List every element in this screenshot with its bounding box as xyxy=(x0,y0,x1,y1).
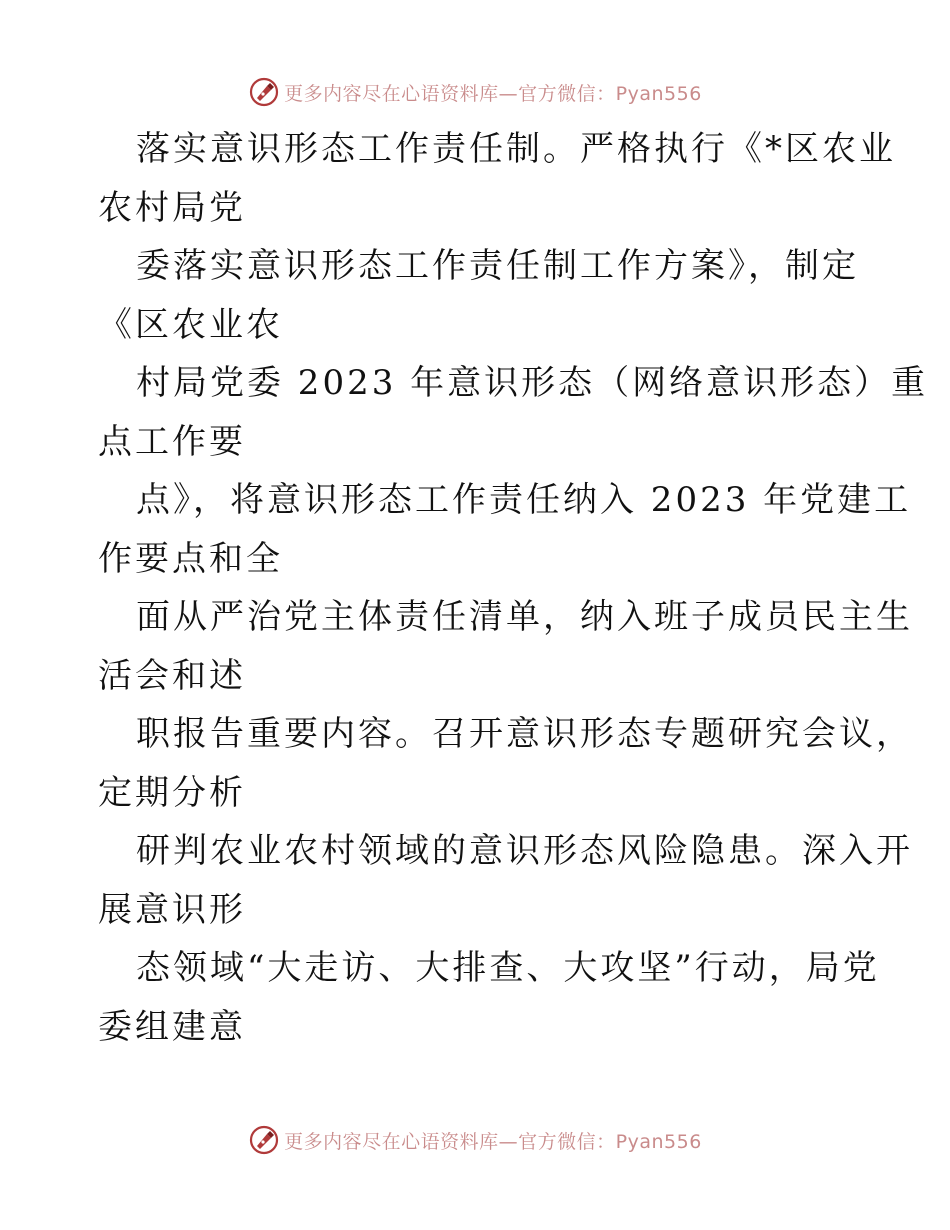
text-line: 落实意识形态工作责任制。严格执行《*区农业 xyxy=(136,129,896,169)
text-line: 职报告重要内容。召开意识形态专题研究会议， xyxy=(136,714,913,754)
text-line: 活会和述 xyxy=(98,655,246,696)
text-line: 作要点和全 xyxy=(98,538,283,579)
text-line: 农村局党 xyxy=(98,187,246,228)
watermark-text: 更多内容尽在心语资料库—官方微信：Pyan556 xyxy=(284,1130,702,1153)
footer-watermark xyxy=(0,1120,950,1160)
text-line: 点》，将意识形态工作责任纳入 2023 年党建工 xyxy=(136,480,912,520)
text-line: 《区农业农 xyxy=(98,304,283,345)
watermark-text: 更多内容尽在心语资料库—官方微信：Pyan556 xyxy=(284,82,702,105)
document-body xyxy=(98,120,929,1056)
text-line: 面从严治党主体责任清单，纳入班子成员民主生 xyxy=(136,597,913,637)
text-line: 定期分析 xyxy=(98,772,246,813)
text-line: 态领域“大走访、大排查、大攻坚”行动，局党 xyxy=(136,948,880,988)
text-line: 委落实意识形态工作责任制工作方案》，制定 xyxy=(136,246,859,286)
pen-nib-logo-icon xyxy=(248,1124,280,1156)
text-line: 点工作要 xyxy=(98,421,246,462)
text-line: 展意识形 xyxy=(98,889,246,930)
pen-nib-logo-icon xyxy=(248,76,280,108)
text-line: 委组建意 xyxy=(98,1006,246,1047)
text-line: 研判农业农村领域的意识形态风险隐患。深入开 xyxy=(136,831,913,871)
text-line: 村局党委 2023 年意识形态（网络意识形态）重 xyxy=(136,363,929,403)
header-watermark xyxy=(0,72,950,112)
